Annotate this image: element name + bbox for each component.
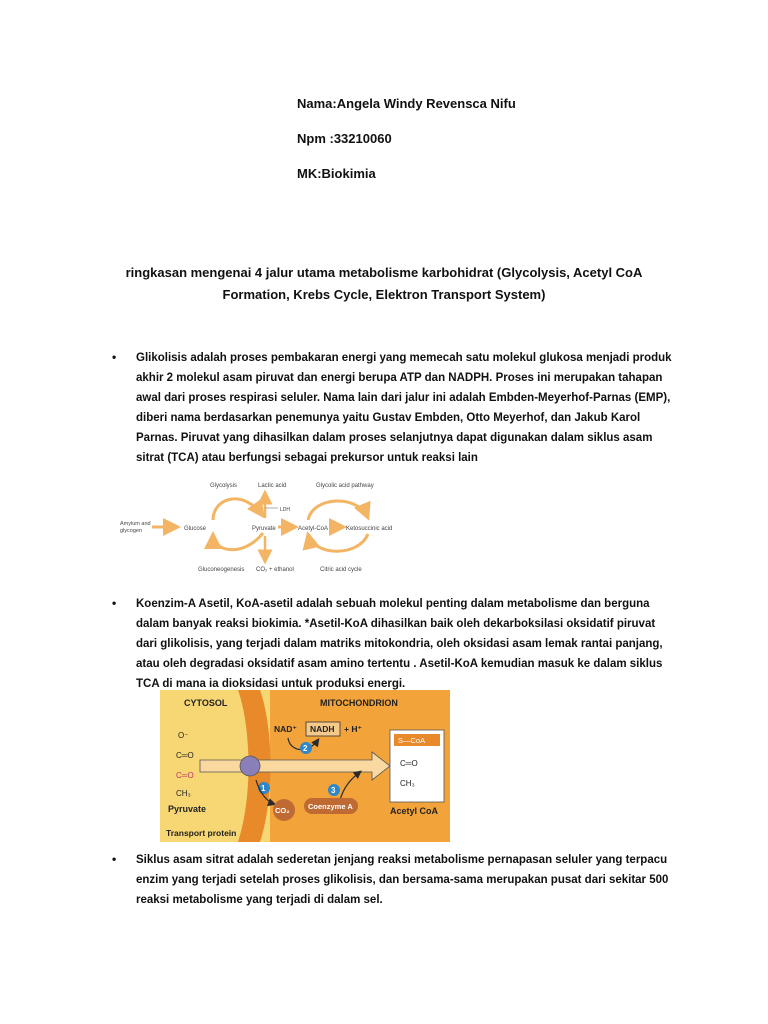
acetyl-ch3: CH₃ bbox=[400, 779, 415, 788]
label-acetyl-coa: Acetyl-CoA bbox=[298, 526, 329, 532]
bullet-3-glyph: • bbox=[112, 852, 117, 866]
bullet-3-text: Siklus asam sitrat adalah sederetan jenjang reaksi metabolisme pernapasan seluler yang terpacu enzim yang terjadi setelah proses glikolisis, dan bersama-sama merupakan pusat dari sekitar 500 reaksi metabolisme yang terjadi di dalam sel. bbox=[136, 854, 669, 906]
h-plus-label: + H⁺ bbox=[344, 724, 362, 734]
mitochondrion-label: MITOCHONDRION bbox=[320, 698, 398, 708]
nadh-label: NADH bbox=[310, 724, 335, 734]
label-pyruvate: Pyruvate bbox=[252, 526, 276, 532]
transport-protein bbox=[240, 756, 260, 776]
course-name: MK:Biokimia bbox=[297, 166, 376, 181]
bullet-2-text: Koenzim-A Asetil, KoA-asetil adalah sebuah molekul penting dalam metabolisme dan berguna dalam banyak reaksi biokimia. *Asetil-KoA dihasilkan baik oleh dekarboksilasi oksidatif piruvat dari glikolisis, yang terjadi dalam matriks mitokondria, oleh oksidasi asam lemak rantai panjang, atau oleh degradasi oksidatif asam amino tertentu . Asetil-KoA kemudian masuk ke dalam siklus TCA di mana ia dioksidasi untuk produksi energi. bbox=[136, 598, 663, 690]
nad-label: NAD⁺ bbox=[274, 724, 297, 734]
bullet-1-glyph: • bbox=[112, 350, 117, 364]
label-glucose: Glucose bbox=[184, 526, 207, 532]
acetyl-coa-label: Acetyl CoA bbox=[390, 806, 439, 816]
co2-label: CO₂ bbox=[275, 806, 290, 815]
glycolysis-pathway-figure bbox=[118, 478, 410, 574]
label-lactic-acid: Lactic acid bbox=[258, 483, 287, 489]
step-3-number: 3 bbox=[331, 786, 336, 795]
pyruvate-c-o-2: C═O bbox=[176, 771, 194, 780]
acetyl-c-o: C═O bbox=[400, 759, 418, 768]
label-glycolic-pathway: Glycolic acid pathway bbox=[316, 483, 374, 489]
pyruvate-c-o-1: C═O bbox=[176, 751, 194, 760]
coenzyme-a-label: Coenzyme A bbox=[308, 802, 353, 811]
pyruvate-label: Pyruvate bbox=[168, 804, 207, 814]
bullet-1-text: Glikolisis adalah proses pembakaran energi yang memecah satu molekul glukosa menjadi produk akhir 2 molekul asam piruvat dan energi berupa ATP dan NADPH. Proses ini merupakan tahapan awal dari proses respirasi seluler. Nama lain dari jalur ini adalah Embden-Meyerhof-Parnas (EMP), diberi nama berdasarkan penemunya yaitu Gustav Embden, Otto Meyerhof, dan Jakub Karol Parnas. Piruvat yang dihasilkan dalam proses selanjutnya dapat digunakan dalam siklus asam sitrat (TCA) atau berfungsi sebagai prekursor untuk reaksi lain bbox=[136, 352, 672, 464]
label-ldh: LDH bbox=[280, 507, 291, 513]
student-npm: Npm :33210060 bbox=[297, 131, 392, 146]
pyruvate-o-minus: O⁻ bbox=[178, 731, 189, 740]
label-amylum: Amylum and bbox=[120, 521, 151, 527]
label-glycolysis: Glycolysis bbox=[210, 483, 238, 489]
student-name: Nama:Angela Windy Revensca Nifu bbox=[297, 96, 516, 111]
label-glycogen: glycogen bbox=[120, 528, 143, 534]
acetyl-coa-figure bbox=[160, 690, 450, 842]
scoa-label: S—CoA bbox=[398, 736, 426, 745]
label-gluconeogenesis: Gluconeogenesis bbox=[198, 567, 245, 573]
transport-protein-label: Transport protein bbox=[166, 828, 237, 838]
step-1-number: 1 bbox=[261, 784, 266, 793]
label-ketosuccinic: Ketosuccinic acid bbox=[346, 526, 393, 532]
cytosol-label: CYTOSOL bbox=[184, 698, 228, 708]
document-title: ringkasan mengenai 4 jalur utama metabolisme karbohidrat (Glycolysis, Acetyl CoA Formation, Krebs Cycle, Elektron Transport System) bbox=[125, 265, 643, 302]
label-co2-ethanol: CO₂ + ethanol bbox=[256, 567, 294, 573]
pyruvate-ch3: CH₃ bbox=[176, 789, 191, 798]
label-citric-cycle: Citric acid cycle bbox=[320, 567, 362, 573]
bullet-2-glyph: • bbox=[112, 596, 117, 610]
step-2-number: 2 bbox=[303, 744, 308, 753]
